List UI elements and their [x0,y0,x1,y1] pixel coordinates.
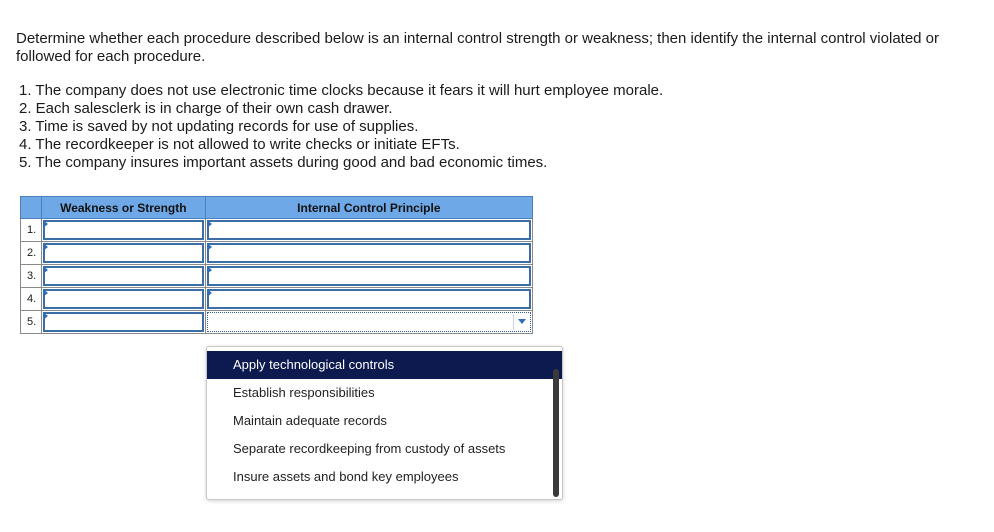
row-number: 2. [21,242,42,265]
row-number: 1. [21,219,42,242]
principle-dropdown-menu [206,346,563,500]
flag-icon [43,312,48,320]
weakness-strength-select[interactable] [43,220,204,240]
flag-icon [207,243,212,251]
principle-select[interactable] [207,289,531,309]
flag-icon [43,243,48,251]
table-header-row [21,197,533,219]
procedure-item: 1. The company does not use electronic time clocks because it fears it will hurt employee morale. [19,82,664,99]
dropdown-option[interactable]: Insure assets and bond key employees [233,469,459,484]
table-row [21,242,533,265]
table-row [21,288,533,311]
principle-select[interactable] [207,220,531,240]
procedure-item: 2. Each salesclerk is in charge of their own cash drawer. [19,100,393,117]
table-row [21,311,533,334]
row-number: 3. [21,265,42,288]
table-row [21,265,533,288]
row-number: 5. [21,311,42,334]
chevron-down-icon[interactable] [518,319,526,324]
flag-icon [207,289,212,297]
flag-icon [43,289,48,297]
principle-select-active[interactable] [207,312,531,332]
principle-select[interactable] [207,266,531,286]
procedure-item: 5. The company insures important assets during good and bad economic times. [19,154,548,171]
divider [513,314,514,330]
header-weakness-strength: Weakness or Strength [41,197,205,219]
flag-icon [43,220,48,228]
procedure-list [19,82,663,172]
weakness-strength-select[interactable] [43,266,204,286]
dropdown-option[interactable]: Separate recordkeeping from custody of assets [233,441,506,456]
dropdown-option[interactable]: Establish responsibilities [233,385,375,400]
weakness-strength-select[interactable] [43,243,204,263]
principle-select[interactable] [207,243,531,263]
question-intro: Determine whether each procedure described below is an internal control strength or weakness; then identify the internal control violated or followed for each procedure. [16,30,940,65]
flag-icon [43,266,48,274]
weakness-strength-select[interactable] [43,289,204,309]
dropdown-option[interactable]: Apply technological controls [207,351,562,379]
header-blank [21,197,42,219]
flag-icon [207,220,212,228]
table-row [21,219,533,242]
procedure-item: 3. Time is saved by not updating records for use of supplies. [19,118,419,135]
answer-table [20,196,533,334]
header-principle: Internal Control Principle [205,197,532,219]
procedure-item: 4. The recordkeeper is not allowed to write checks or initiate EFTs. [19,136,460,153]
row-number: 4. [21,288,42,311]
flag-icon [207,266,212,274]
dropdown-option[interactable]: Maintain adequate records [233,413,387,428]
weakness-strength-select[interactable] [43,312,204,332]
dropdown-scrollbar[interactable] [553,369,559,497]
